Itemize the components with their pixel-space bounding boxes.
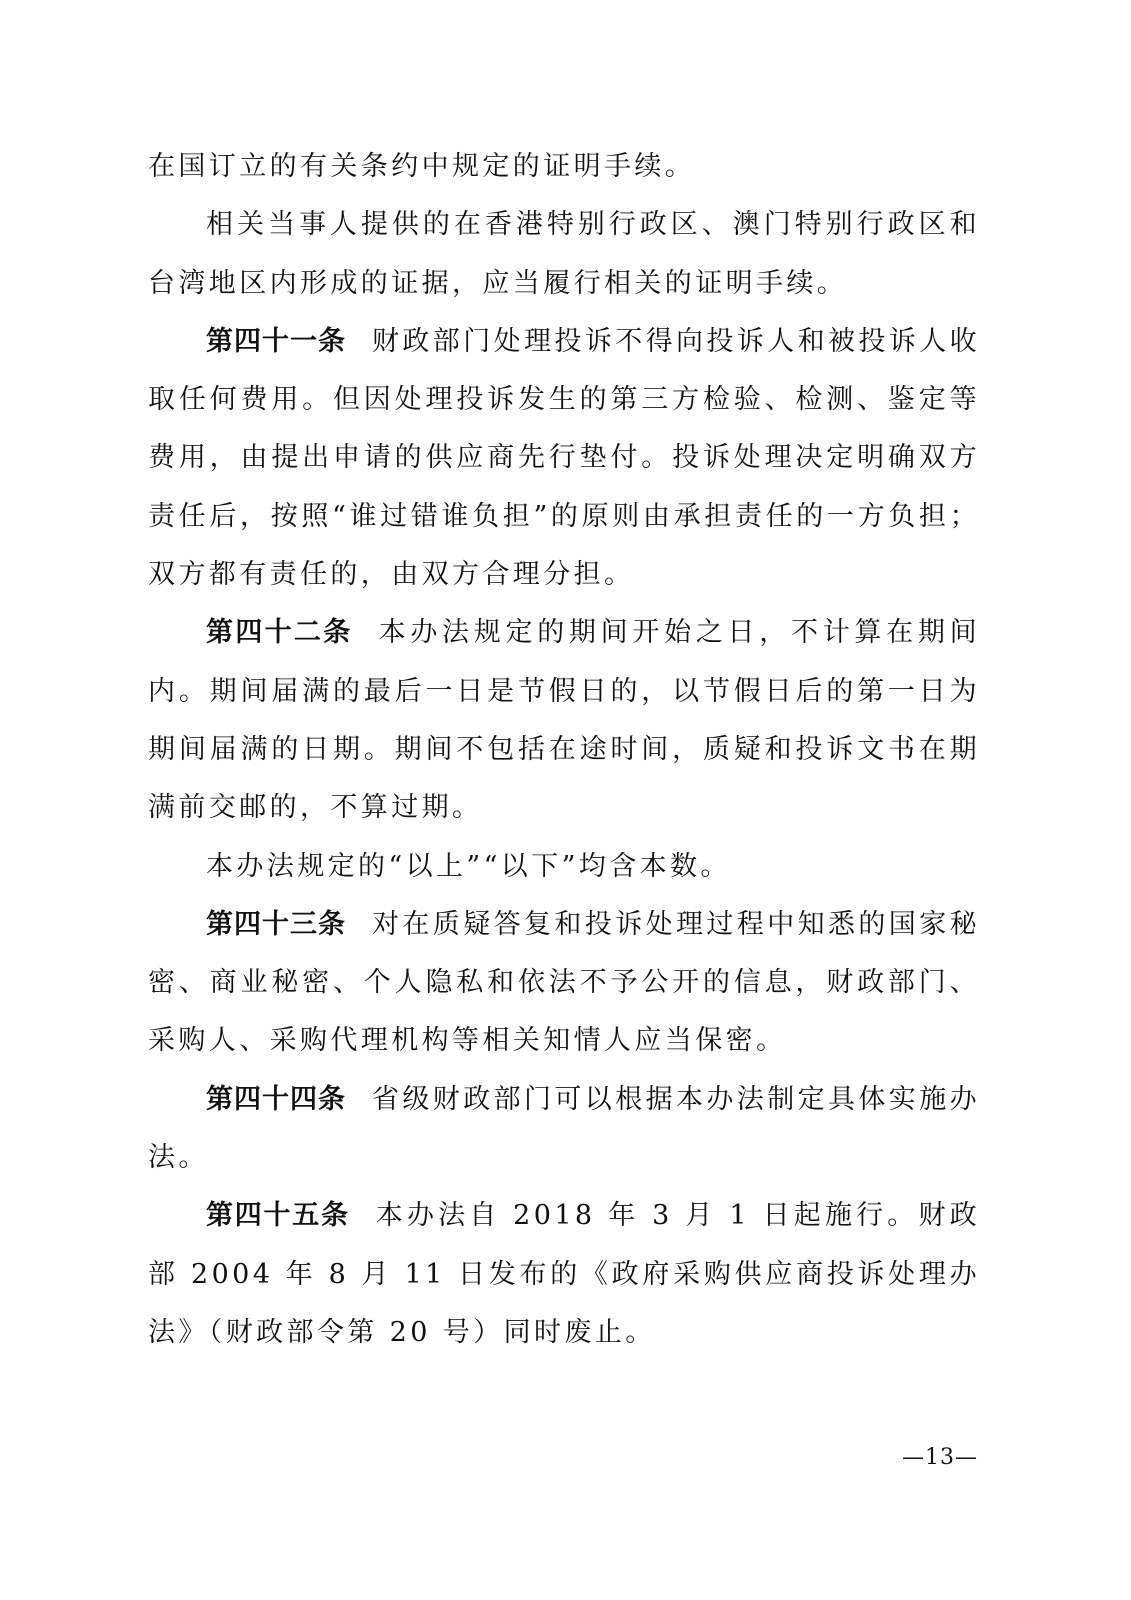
article-text: 财政部门处理投诉不得向投诉人和被投诉人收取任何费用。但因处理投诉发生的第三方检验、检测、鉴定等费用，由提出申请的供应商先行垫付。投诉处理决定明确双方责任后，按照“谁过错谁负担”的原则由承担责任的一方负担；双方都有责任的，由双方合理分担。 — [148, 325, 980, 591]
paragraph-evidence-hk-macau-taiwan — [148, 196, 980, 313]
article-text: 本办法自 2018 年 3 月 1 日起施行。财政部 2004 年 8 月 11 日发布的《政府采购供应商投诉处理办法》（财政部令第 20 号）同时废止。 — [148, 1200, 980, 1348]
article-text: 对在质疑答复和投诉处理过程中知悉的国家秘密、商业秘密、个人隐私和依法不予公开的信息，财政部门、采购人、采购代理机构等相关知情人应当保密。 — [148, 908, 980, 1057]
article-41 — [148, 313, 980, 604]
article-title: 第四十三条 — [206, 908, 346, 940]
article-title: 第四十四条 — [206, 1083, 346, 1115]
article-text: 本办法规定的期间开始之日，不计算在期间内。期间届满的最后一日是节假日的，以节假日后的第一日为期间届满的日期。期间不包括在途时间，质疑和投诉文书在期满前交邮的，不算过期。 — [148, 617, 980, 824]
page-number: —13— — [902, 1445, 978, 1470]
article-title: 第四十一条 — [206, 325, 346, 357]
paragraph-above-below-definition — [148, 838, 980, 896]
article-text: 省级财政部门可以根据本办法制定具体实施办法。 — [148, 1083, 980, 1174]
article-44 — [148, 1071, 980, 1188]
article-title: 第四十五条 — [206, 1200, 350, 1232]
document-body — [148, 138, 980, 1362]
article-42 — [148, 604, 980, 837]
paragraph-text: 本办法规定的“以上”“以下”均含本数。 — [206, 850, 731, 882]
paragraph-text: 在国订立的有关条约中规定的证明手续。 — [148, 151, 696, 182]
paragraph-text: 相关当事人提供的在香港特别行政区、澳门特别行政区和台湾地区内形成的证据，应当履行相关的证明手续。 — [148, 209, 980, 299]
paragraph-continuation — [148, 138, 980, 196]
article-title: 第四十二条 — [206, 617, 353, 649]
article-45 — [148, 1187, 980, 1362]
article-43 — [148, 896, 980, 1071]
